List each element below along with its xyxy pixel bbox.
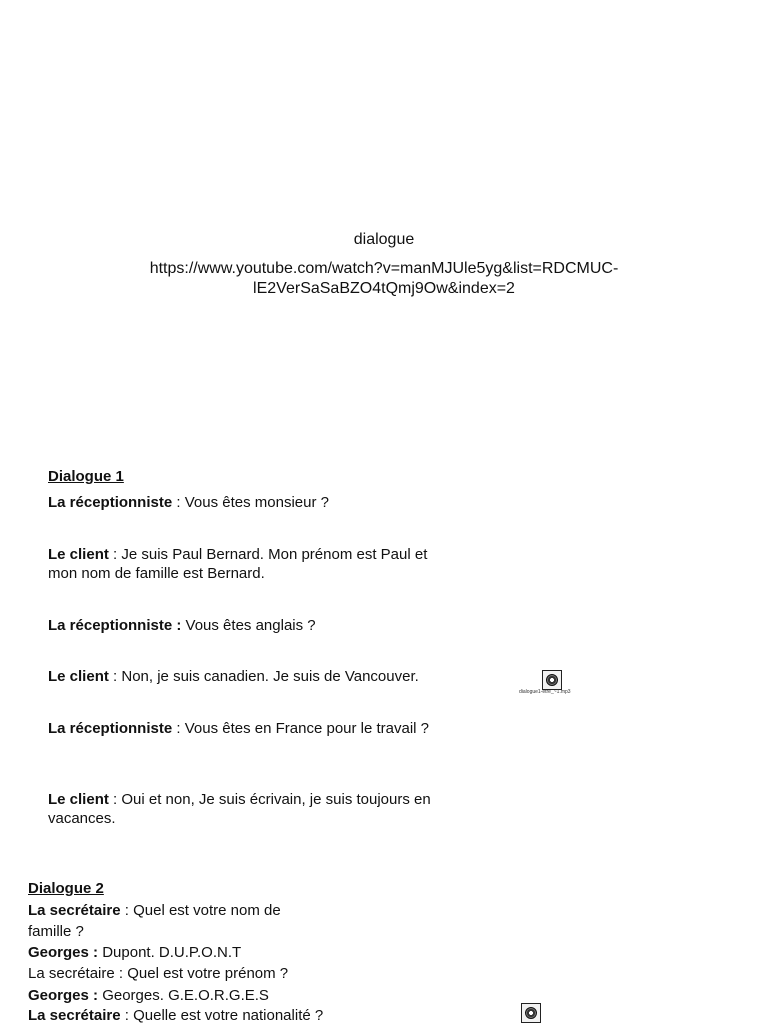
- separator: :: [108, 668, 122, 685]
- dialogue-2-line: [28, 963, 348, 984]
- dialogue-1-line: [48, 790, 443, 828]
- dialogue-1-line: [48, 545, 443, 583]
- speaker-label: La secrétaire: [28, 1007, 121, 1024]
- speaker-label: La secrétaire: [28, 902, 121, 919]
- dialogue-1-line: [48, 616, 443, 635]
- dialogue-1-line: [48, 667, 448, 686]
- speaker-icon: [546, 674, 558, 686]
- speaker-label: Georges :: [28, 987, 99, 1004]
- speaker-label: Le client: [48, 791, 109, 808]
- dialogue-text: Vous êtes en France pour le travail ?: [184, 720, 430, 737]
- speaker-label: Georges :: [28, 944, 99, 961]
- dialogue-2-line: [28, 985, 318, 1006]
- speaker-label: La réceptionniste :: [48, 617, 182, 634]
- dialogue-1-line: [48, 719, 443, 738]
- dialogue-text: Vous êtes anglais ?: [185, 617, 316, 634]
- separator: :: [172, 720, 185, 737]
- dialogue-text: Quel est votre nom de famille ?: [28, 902, 281, 940]
- dialogue-text: La secrétaire : Quel est votre prénom ?: [28, 965, 289, 982]
- separator: :: [172, 494, 185, 511]
- dialogue-2-line: [28, 942, 318, 963]
- video-link-line-2[interactable]: lE2VerSaSaBZO4tQmj9Ow&index=2: [253, 280, 515, 297]
- dialogue-text: Oui et non, Je suis écrivain, je suis toujours en vacances.: [48, 791, 431, 827]
- separator: :: [120, 902, 134, 919]
- audio-file-1[interactable]: [542, 670, 562, 690]
- separator: :: [108, 546, 122, 563]
- video-link-line-1[interactable]: https://www.youtube.com/watch?v=manMJUle5yg&list=RDCMUC-: [149, 260, 619, 277]
- dialogue-2-line: [28, 900, 318, 942]
- speaker-icon: [525, 1007, 537, 1019]
- separator: :: [108, 791, 122, 808]
- dialogue-1-heading: Dialogue 1: [48, 468, 124, 485]
- audio-file-2[interactable]: [521, 1003, 541, 1023]
- document-title: dialogue: [353, 231, 415, 248]
- separator: :: [120, 1007, 134, 1024]
- dialogue-text: Dupont. D.U.P.O.N.T: [102, 944, 242, 961]
- dialogue-text: Georges. G.E.O.R.G.E.S: [102, 987, 269, 1004]
- audio-file-1-caption[interactable]: dialogue1-etre_~1.mp3: [519, 689, 571, 695]
- dialogue-text: Je suis Paul Bernard. Mon prénom est Paul et mon nom de famille est Bernard.: [48, 546, 428, 582]
- dialogue-2-line: [28, 1005, 368, 1026]
- speaker-label: La réceptionniste: [48, 720, 173, 737]
- dialogue-text: Non, je suis canadien. Je suis de Vancouver.: [121, 668, 419, 685]
- dialogue-1-line: [48, 493, 443, 512]
- dialogue-2-heading: Dialogue 2: [28, 880, 104, 897]
- video-link[interactable]: [0, 259, 768, 299]
- speaker-label: La réceptionniste: [48, 494, 173, 511]
- speaker-label: Le client: [48, 668, 109, 685]
- speaker-label: Le client: [48, 546, 109, 563]
- dialogue-text: Quelle est votre nationalité ?: [133, 1007, 324, 1024]
- dialogue-text: Vous êtes monsieur ?: [184, 494, 329, 511]
